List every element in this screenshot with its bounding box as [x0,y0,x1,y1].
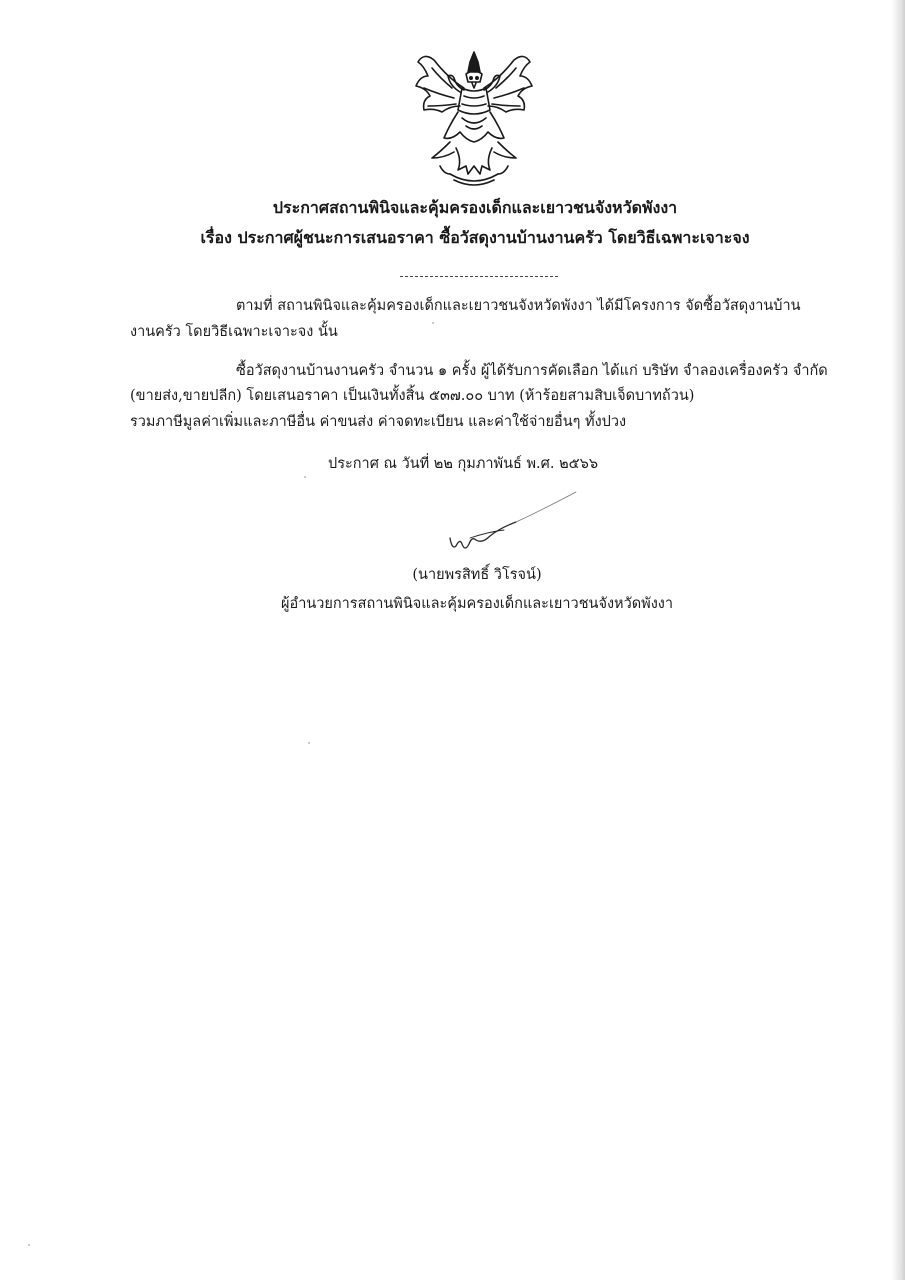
body-paragraph-2-line-2: (ขายส่ง,ขายปลีก) โดยเสนอราคา เป็นเงินทั้งสิ้น ๕๓๗.๐๐ บาท (ห้าร้อยสามสิบเจ็ดบาทถ้วน) [130,388,695,404]
scan-speck [308,742,310,744]
garuda-emblem-icon [410,48,538,190]
handwritten-signature-icon [442,488,578,560]
body-paragraph-2-line-3: รวมภาษีมูลค่าเพิ่มและภาษีอื่น ค่าขนส่ง ค่าจดทะเบียน และค่าใช้จ่ายอื่นๆ ทั้งปวง [130,414,627,430]
body-paragraph-1-line-2: งานครัว โดยวิธีเฉพาะเจาะจง นั้น [130,324,338,340]
section-divider [400,276,558,277]
scan-speck [304,476,306,478]
announcement-date: ประกาศ ณ วันที่ ๒๒ กุมภาพันธ์ พ.ศ. ๒๕๖๖ [328,456,599,472]
announcement-title: ประกาศสถานพินิจและคุ้มครองเด็กและเยาวชนจังหวัดพังงา [272,198,678,217]
scan-edge-shadow [891,0,905,1280]
signer-name: (นายพรสิทธิ์ วิโรจน์) [412,567,542,583]
body-paragraph-1-line-1: ตามที่ สถานพินิจและคุ้มครองเด็กและเยาวชนจังหวัดพังงา ได้มีโครงการ จัดซื้อวัสดุงานบ้าน [236,298,801,314]
scan-speck [432,322,434,324]
scan-speck [28,1244,30,1246]
signer-title: ผู้อำนวยการสถานพินิจและคุ้มครองเด็กและเยาวชนจังหวัดพังงา [280,596,674,612]
announcement-subject: เรื่อง ประกาศผู้ชนะการเสนอราคา ซื้อวัสดุงานบ้านงานครัว โดยวิธีเฉพาะเจาะจง [200,228,750,247]
body-paragraph-2-line-1: ซื้อวัสดุงานบ้านงานครัว จำนวน ๑ ครั้ง ผู้ได้รับการคัดเลือก ได้แก่ บริษัท จำลองเครื่องครัว จำกัด [236,363,828,379]
